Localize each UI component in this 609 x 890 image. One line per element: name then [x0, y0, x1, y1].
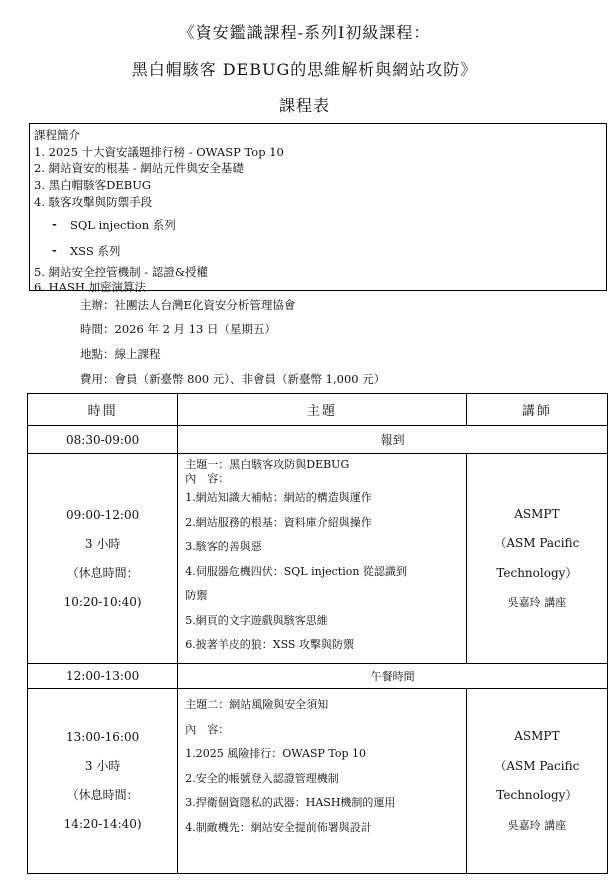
intro-item: 1. 2025 十大資安議題排行榜 - OWASP Top 10	[34, 145, 284, 159]
registration-label: 報到	[178, 426, 608, 454]
session1-time: 09:00-12:00 3 小時 （休息時間： 10:20-10:40)	[28, 454, 178, 664]
time-text: 時間：2026 年 2 月 13 日（星期五）	[80, 322, 276, 336]
session1-topic	[178, 454, 466, 664]
session2-item: 4.制敵機先：網站安全提前佈署與設計	[185, 820, 372, 834]
session1-item: 4.伺服器危機四伏：SQL injection 從認識到	[185, 564, 407, 578]
schedule-table	[27, 393, 608, 874]
intro-subitem: - XSS 系列	[52, 243, 120, 259]
lunch-time: 12:00-13:00	[28, 664, 178, 689]
session2-item: 1.2025 風險排行：OWASP Top 10	[185, 747, 367, 760]
session2-topic	[178, 689, 466, 874]
session1-item: 5.網頁的文字遊戲與駭客思維	[185, 613, 328, 627]
session1-item: 1.網站知識大補帖：網站的構造與運作	[185, 491, 372, 504]
session2-instructor: ASMPT （ASM Pacific Technology） 吳嘉玲 講座	[466, 689, 607, 874]
session2-title: 主題二：網站風險與安全須知	[185, 698, 329, 711]
session2-content-label: 內 容：	[185, 722, 230, 736]
location-text: 地點：線上課程	[80, 347, 161, 361]
intro-item: 4. 駭客攻擊與防禦手段	[34, 195, 153, 209]
table-row	[28, 426, 608, 454]
table-row	[28, 689, 608, 874]
schedule-heading: 課程表	[278, 96, 330, 115]
course-title-line-2: 黑白帽駭客 DEBUG的思維解析與網站攻防》	[131, 60, 478, 79]
session2-item: 2.安全的帳號登入認證管理機制	[185, 771, 339, 785]
intro-item: 2. 網站資安的根基 - 網站元件與安全基礎	[34, 161, 244, 175]
registration-time: 08:30-09:00	[28, 426, 178, 454]
organizer-text: 主辦：社團法人台灣E化資安分析管理協會	[80, 298, 296, 312]
session1-instructor: ASMPT （ASM Pacific Technology） 吳嘉玲 講座	[466, 454, 607, 664]
intro-subitem: - SQL injection 系列	[52, 217, 176, 233]
header-topic: 主題	[178, 394, 466, 426]
header-time: 時間	[28, 394, 178, 426]
intro-heading: 課程簡介	[34, 128, 80, 142]
fee-text: 費用：會員（新臺幣 800 元）、非會員（新臺幣 1,000 元）	[80, 372, 386, 386]
course-title-line-1: 《資安鑑識課程-系列Ⅰ初級課程：	[178, 23, 431, 42]
session1-item: 防禦	[185, 589, 208, 602]
lunch-label: 午餐時間	[178, 664, 608, 689]
session1-content-label: 內 容：	[185, 472, 230, 485]
session1-item: 2.網站服務的根基：資料庫介紹與操作	[185, 515, 372, 529]
session1-title: 主題一：黑白駭客攻防與DEBUG	[185, 458, 350, 471]
intro-item: 5. 網站安全控管機制 - 認證&授權	[34, 265, 209, 279]
table-header-row	[28, 394, 608, 426]
session2-item: 3.捍衛個資隱私的武器：HASH機制的運用	[185, 796, 396, 809]
intro-item: 6. HASH 加密演算法	[34, 280, 147, 294]
course-intro-box	[29, 123, 607, 294]
session1-item: 6.披著羊皮的狼：XSS 攻擊與防禦	[185, 638, 354, 651]
table-row	[28, 454, 608, 664]
session2-time: 13:00-16:00 3 小時 （休息時間： 14:20-14:40)	[28, 689, 178, 874]
intro-item: 3. 黑白帽駭客DEBUG	[34, 178, 152, 192]
header-instructor: 講師	[466, 394, 607, 426]
table-row	[28, 664, 608, 689]
session1-item: 3.駭客的善與惡	[185, 540, 262, 553]
